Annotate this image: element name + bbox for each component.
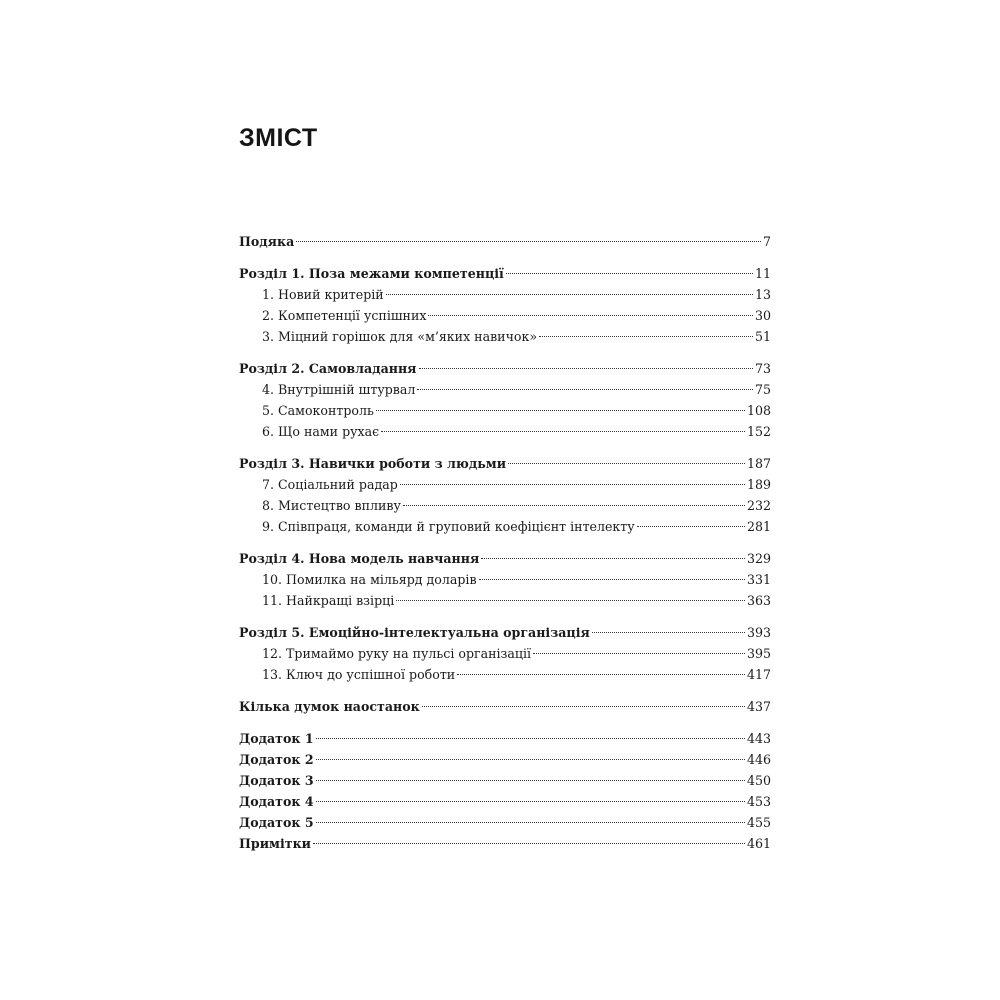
toc-entry-page-number: 363 [746,593,771,608]
toc-entry-title: Додаток 5 [239,815,314,830]
toc-entry-title: Розділ 5. Емоційно-інтелектуальна організація [239,625,590,640]
toc-entry-back [239,791,771,812]
dot-leader [533,653,745,654]
dot-leader [376,410,745,411]
toc-entry-back [239,770,771,791]
toc-entry-part [239,622,771,643]
toc-entry-chapter [239,421,771,442]
toc-entry-title: 3. Міцний горішок для «м’яких навичок» [262,329,538,344]
toc-entry-title: Розділ 2. Самовладання [239,361,417,376]
toc-entry-page-number: 417 [746,667,771,682]
toc-entry-title: 13. Ключ до успішної роботи [262,667,456,682]
toc-entry-title: Додаток 4 [239,794,314,809]
toc-entry-back [239,231,771,252]
dot-leader [417,389,753,390]
toc-entry-title: Кілька думок наостанок [239,699,420,714]
toc-entry-back [239,728,771,749]
dot-leader [506,273,753,274]
toc-entry-title: Розділ 3. Навички роботи з людьми [239,456,507,471]
toc-entry-page-number: 331 [746,572,771,587]
dot-leader [316,759,745,760]
toc-entry-title: 7. Соціальний радар [262,477,398,492]
toc-entry-page-number: 395 [746,646,771,661]
toc-entry-page-number: 51 [754,329,771,344]
toc-entry-chapter [239,474,771,495]
toc-entry-title: 8. Мистецтво впливу [262,498,401,513]
toc-entry-chapter [239,379,771,400]
dot-leader [400,484,745,485]
toc-entry-back [239,696,771,717]
toc-entry-page-number: 393 [746,625,771,640]
toc-entry-back [239,833,771,854]
toc-entry-page-number: 7 [762,234,771,249]
toc-entry-title: 2. Компетенції успішних [262,308,427,323]
dot-leader [539,336,753,337]
dot-leader [316,780,745,781]
toc-entry-title: 10. Помилка на мільярд доларів [262,572,477,587]
toc-entry-page-number: 453 [746,794,771,809]
toc-entry-title: 12. Тримаймо руку на пульсі організації [262,646,532,661]
table-of-contents [239,231,771,854]
dot-leader [313,843,745,844]
toc-entry-part [239,358,771,379]
toc-entry-page-number: 281 [746,519,771,534]
toc-entry-page-number: 73 [754,361,771,376]
toc-entry-title: 9. Співпраця, команди й груповий коефіцієнт інтелекту [262,519,635,534]
toc-entry-title: 11. Найкращі взірці [262,593,395,608]
dot-leader [316,738,745,739]
toc-entry-title: 1. Новий критерій [262,287,384,302]
toc-entry-title: Подяка [239,234,295,249]
toc-entry-page-number: 13 [754,287,771,302]
toc-entry-part [239,263,771,284]
toc-entry-page-number: 187 [746,456,771,471]
toc-entry-page-number: 443 [746,731,771,746]
dot-leader [381,431,745,432]
toc-entry-title: Додаток 1 [239,731,314,746]
toc-entry-chapter [239,284,771,305]
toc-entry-chapter [239,664,771,685]
dot-leader [422,706,745,707]
toc-entry-title: Розділ 4. Нова модель навчання [239,551,480,566]
toc-entry-title: 5. Самоконтроль [262,403,374,418]
page-title: ЗМІСТ [239,124,318,152]
dot-leader [403,505,745,506]
toc-entry-page-number: 189 [746,477,771,492]
dot-leader [386,294,753,295]
toc-entry-title: Примітки [239,836,312,851]
dot-leader [479,579,745,580]
toc-entry-page-number: 152 [746,424,771,439]
dot-leader [592,632,745,633]
toc-entry-title: 6. Що нами рухає [262,424,380,439]
toc-entry-part [239,453,771,474]
toc-entry-title: Розділ 1. Поза межами компетенції [239,266,504,281]
dot-leader [428,315,753,316]
dot-leader [637,526,745,527]
toc-entry-page-number: 75 [754,382,771,397]
toc-entry-chapter [239,400,771,421]
toc-entry-chapter [239,643,771,664]
toc-entry-page-number: 30 [754,308,771,323]
dot-leader [396,600,745,601]
toc-entry-page-number: 450 [746,773,771,788]
toc-entry-title: 4. Внутрішній штурвал [262,382,416,397]
dot-leader [316,801,745,802]
toc-entry-title: Додаток 2 [239,752,314,767]
toc-entry-page-number: 455 [746,815,771,830]
dot-leader [316,822,745,823]
dot-leader [481,558,745,559]
toc-entry-chapter [239,569,771,590]
toc-entry-title: Додаток 3 [239,773,314,788]
toc-entry-chapter [239,516,771,537]
toc-entry-back [239,749,771,770]
toc-entry-chapter [239,495,771,516]
dot-leader [296,241,761,242]
toc-entry-chapter [239,305,771,326]
dot-leader [419,368,753,369]
toc-entry-page-number: 108 [746,403,771,418]
dot-leader [508,463,745,464]
toc-entry-page-number: 461 [746,836,771,851]
toc-entry-page-number: 446 [746,752,771,767]
toc-entry-page-number: 232 [746,498,771,513]
toc-entry-part [239,548,771,569]
toc-entry-page-number: 329 [746,551,771,566]
dot-leader [457,674,745,675]
toc-entry-page-number: 437 [746,699,771,714]
toc-entry-page-number: 11 [754,266,771,281]
toc-entry-chapter [239,326,771,347]
toc-entry-back [239,812,771,833]
toc-entry-chapter [239,590,771,611]
